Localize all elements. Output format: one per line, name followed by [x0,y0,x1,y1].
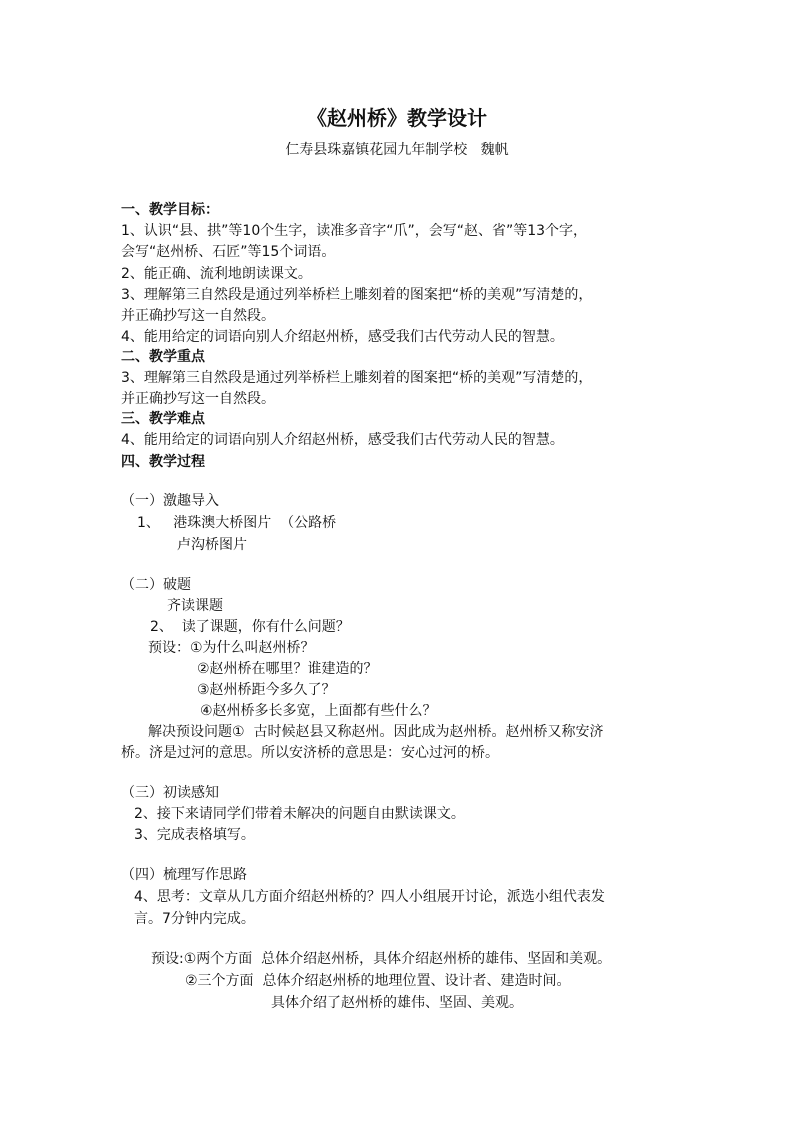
objective-line: 并正确抄写这一自然段。 [121,308,275,324]
objective-line: 3、理解第三自然段是通过列举桥栏上雕刻着的图案把“桥的美观”写清楚的， [121,287,593,303]
objective-line: 1、认识“县、拱”等10个生字，读准多音字“爪”，会写“赵、省”等13个字， [121,223,588,239]
process-item: 2、 读了课题，你有什么问题？ [150,619,350,635]
process-item: 卢沟桥图片 [177,537,247,553]
process-item: 3、完成表格填写。 [134,827,255,843]
key-point-line: 并正确抄写这一自然段。 [121,391,275,407]
process-item: 2、接下来请同学们带着未解决的问题自由默读课文。 [134,806,465,822]
key-point-line: 3、理解第三自然段是通过列举桥栏上雕刻着的图案把“桥的美观”写清楚的， [121,370,593,386]
preset-line: ③赵州桥距今多久了？ [197,682,336,698]
page-title: 《赵州桥》教学设计 [307,106,487,130]
preset-line: ②三个方面 总体介绍赵州桥的地理位置、设计者、建造时间。 [185,973,571,989]
section-heading-process: 四、教学过程 [121,454,205,470]
objective-line: 4、能用给定的词语向别人介绍赵州桥，感受我们古代劳动人民的智慧。 [121,329,564,345]
process-part-title: （三）初读感知 [121,785,219,801]
process-item: 言。7分钟内完成。 [134,911,255,927]
preset-line: ②赵州桥在哪里？谁建造的？ [197,661,378,677]
preset-line: 预设：①为什么叫赵州桥？ [148,640,315,656]
preset-line: 预设:①两个方面 总体介绍赵州桥，具体介绍赵州桥的雄伟、坚固和美观。 [151,951,612,967]
process-part-title: （一）激趣导入 [121,493,219,509]
process-part-title: （二）破题 [121,577,191,593]
answer-line: 桥。济是过河的意思。所以安济桥的意思是：安心过河的桥。 [121,745,499,761]
process-item: 4、思考：文章从几方面介绍赵州桥的？四人小组展开讨论，派选小组代表发 [134,889,605,905]
section-heading-key-points: 二、教学重点 [121,349,205,365]
objective-line: 会写“赵州桥、石匠”等15个词语。 [121,244,336,260]
process-item: 齐读课题 [167,598,223,614]
process-item: 1、 港珠澳大桥图片 （公路桥 [137,515,337,531]
preset-line: ④赵州桥多长多宽，上面都有些什么？ [200,703,437,719]
process-part-title: （四）梳理写作思路 [121,867,247,883]
section-heading-objectives: 一、教学目标： [121,202,219,218]
difficulty-line: 4、能用给定的词语向别人介绍赵州桥，感受我们古代劳动人民的智慧。 [121,432,564,448]
author-line: 仁寿县珠嘉镇花园九年制学校 魏帆 [285,142,509,158]
objective-line: 2、能正确、流利地朗读课文。 [121,266,312,282]
preset-line: 具体介绍了赵州桥的雄伟、坚固、美观。 [271,995,523,1011]
answer-line: 解决预设问题① 古时候赵县又称赵州。因此成为赵州桥。赵州桥又称安济 [148,724,604,740]
section-heading-difficulties: 三、教学难点 [121,411,205,427]
